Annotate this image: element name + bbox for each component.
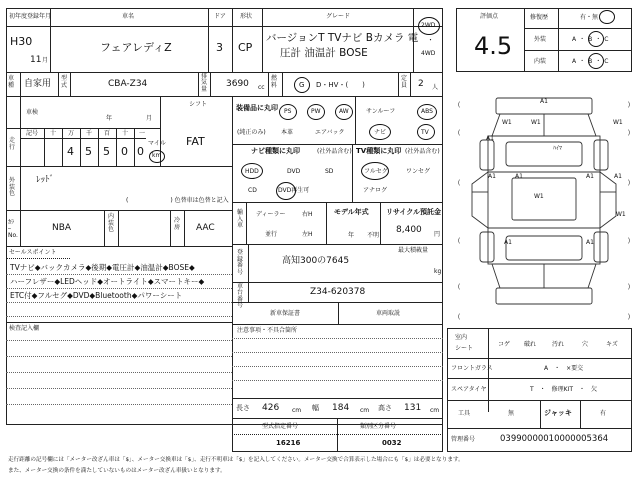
navi-cd: CD (248, 187, 257, 194)
notes-label: 注意事項・不具合箇所 (237, 327, 298, 334)
svg-text:(: ( (458, 102, 460, 108)
reg-month-unit: 月 (42, 57, 49, 64)
damage-a1-side-right: A1 (614, 173, 622, 180)
ac-label: 冷房 (174, 217, 181, 231)
mileage-label: 走行 (9, 137, 16, 151)
mile-label: マイル (148, 140, 166, 147)
model-label: 型式 (61, 75, 68, 89)
tv-type-sub: (社外品含む) (405, 148, 440, 155)
width-value: 184 (332, 403, 350, 413)
equip-sublabel: (純正のみ) (237, 129, 266, 136)
footer-line-2: また、メーター交換の条件を満たしていないものはメーター改ざん車扱いとなります。 (8, 468, 226, 474)
warranty-label: 新車保証書 (270, 310, 301, 317)
load-label: 最大積載量 (398, 247, 429, 254)
reg-month: 11 (30, 55, 42, 65)
svg-text:(: ( (458, 238, 460, 244)
grade-line-2: 圧計 油温計 BOSE (280, 47, 368, 59)
recycle-label: リサイクル預託金 (386, 208, 442, 216)
mileage-unit-2: 千 (86, 130, 93, 137)
equip-label: 装備品に丸印 (236, 104, 278, 112)
inspect-label: 車検 (26, 109, 39, 116)
svg-text:): ) (628, 180, 630, 186)
mileage-unit-3: 百 (104, 130, 111, 137)
mileage-digit-3: 5 (103, 145, 110, 158)
recycle-value: 8,400 (396, 225, 422, 235)
interior-grade-label: 内装 (534, 58, 547, 65)
mileage-unit-1: 万 (68, 130, 75, 137)
seat-item-3: 穴 (582, 341, 589, 348)
equip-navi: ナビ (374, 129, 387, 136)
import-right: 右H (302, 211, 313, 218)
interior-b-circle (588, 53, 604, 69)
seat-label-2: シート (455, 345, 474, 352)
plate-value: 高知300の7645 (282, 256, 350, 266)
damage-a1-side-left: A1 (488, 173, 496, 180)
navi-dvd: DVD (287, 168, 301, 175)
type-label: 形状 (240, 13, 253, 20)
damage-w1-left: W1 (502, 119, 512, 126)
main-frame (6, 8, 443, 425)
capacity-unit: 人 (432, 84, 439, 91)
damage-w1-rear: W1 (616, 211, 626, 218)
mileage-side-label: 記号 (26, 130, 39, 137)
length-unit: cm (292, 407, 302, 414)
navi-dvd-play: DVD再生可 (278, 187, 310, 194)
mileage-digit-1: 4 (67, 145, 74, 158)
score-value: 4.5 (474, 32, 513, 60)
glass-label: フロントガラス (451, 365, 493, 372)
seat-label-1: 室内 (455, 334, 468, 341)
mgmt-label: 管理番号 (451, 436, 476, 443)
glass-value: A ・ ×要交 (544, 365, 584, 372)
damage-a1-door-left: A1 (515, 173, 523, 180)
length-label: 長さ (236, 404, 250, 412)
door-label: ドア (214, 13, 226, 20)
type-no-value: 16216 (276, 439, 301, 447)
navi-hdd: HDD (245, 168, 259, 175)
drive-2wd: 2WD (421, 22, 436, 29)
tools-value: 無 (508, 410, 515, 417)
navi-sub: (社外品含む) (317, 148, 352, 155)
equip-aw: AW (339, 108, 349, 115)
points-line-3: ETC付◆フルセグ◆DVD◆Bluetooth◆パワーシート (10, 291, 183, 300)
exterior-label: 外装色 (9, 177, 16, 198)
wear-options: 有・無 (580, 14, 599, 21)
svg-text:(: ( (458, 180, 460, 186)
plate-label: 登録番号 (237, 249, 244, 276)
equip-leather: 本革 (281, 129, 294, 136)
class-no-label: 類別区分番号 (360, 423, 397, 430)
import-left: 左H (302, 231, 313, 238)
svg-text:(: ( (458, 284, 460, 290)
svg-text:): ) (628, 284, 630, 290)
damage-a1-front: A1 (540, 98, 548, 105)
reg-year-label: 初年度登録年月 (9, 13, 52, 20)
length-value: 426 (262, 403, 280, 413)
fuel-label: 燃料 (271, 75, 278, 89)
damage-w1-right: W1 (613, 119, 623, 126)
navi-label: ナビ種類に丸印 (251, 147, 300, 155)
tv-analog: アナログ (363, 187, 388, 194)
svg-text:(: ( (458, 314, 460, 320)
cc-label: 排気量 (201, 73, 208, 93)
mileage-unit-5: 一 (139, 130, 146, 137)
seat-item-2: 汚れ (552, 341, 565, 348)
exterior-grade: A・B・C (572, 36, 612, 43)
cc-unit: cc (258, 84, 265, 91)
exterior-note: ( ) 色替車は色替と記入 (126, 197, 229, 204)
use-label: 車種 (8, 75, 15, 89)
wear-none-circle (599, 10, 615, 24)
model-year-unit: 年 (348, 232, 355, 239)
mileage-unit-0: 十 (50, 130, 57, 137)
use-value: 自家用 (24, 79, 52, 89)
jack-value: 有 (600, 410, 607, 417)
width-label: 幅 (312, 404, 319, 412)
model-year-unknown: 不明 (367, 232, 380, 239)
exterior-grade-label: 外装 (534, 36, 547, 43)
tv-oneseg: ワンセグ (406, 168, 431, 175)
svg-text:): ) (628, 238, 630, 244)
mileage-digit-2: 5 (85, 145, 92, 158)
exterior-b-circle (588, 31, 604, 47)
svg-text:): ) (628, 314, 630, 320)
seat-item-0: コゲ (498, 341, 511, 348)
equip-airbag: エアバック (315, 129, 345, 136)
fuel-g: G (299, 81, 305, 89)
body-type: CP (238, 41, 253, 54)
type-no-label: 型式指定番号 (262, 423, 299, 430)
svg-text:): ) (628, 130, 630, 136)
inspector-label: 検査記入欄 (9, 325, 40, 332)
reg-year: H30 (10, 35, 33, 48)
damage-w1-roof: W1 (534, 193, 544, 200)
footer-line-1: 走行距離の記号欄には「メーター改ざん車は「$」、メーター交換車は「$」、走行不明車は「$」を記入してください。メーター交換で合算表示した場合にも「$」は必要となります。 (8, 457, 464, 463)
height-value: 131 (404, 403, 422, 413)
drive-dot: ・ (427, 36, 434, 44)
interior-grade: A・B・C (572, 58, 612, 65)
import-dealer: ディーラー (256, 211, 286, 218)
equip-sunroof: サンルーフ (366, 108, 396, 115)
damage-a1-fender: A1 (486, 135, 494, 142)
svg-text:): ) (628, 102, 630, 108)
wear-label: 修復歴 (530, 14, 549, 21)
navi-sd: SD (325, 168, 334, 175)
capacity-value: 2 (418, 79, 424, 89)
recycle-unit: 円 (434, 231, 441, 238)
height-label: 高さ (378, 404, 392, 412)
damage-a1-rear-left: A1 (504, 239, 512, 246)
seat-item-4: キズ (606, 341, 618, 348)
inspect-month: 月 (146, 115, 153, 122)
shift-label: シフト (189, 101, 208, 108)
car-diagram (452, 92, 636, 324)
equip-ps: PS (284, 108, 292, 115)
mileage-unit-4: 十 (122, 130, 129, 137)
car-name: フェアレディZ (100, 41, 172, 54)
damage-haima: ﾊｲﾏ (553, 145, 563, 152)
cc-value: 3690 (226, 79, 249, 89)
tv-fullseg: フルセグ (364, 168, 388, 175)
mileage-digit-4: 0 (121, 145, 128, 158)
chassis-value: Z34-620378 (310, 287, 366, 297)
fuel-options: D・HV・( ) (316, 81, 365, 89)
interior-color-label: 内装色 (108, 213, 115, 234)
load-unit: kg (434, 268, 442, 275)
score-label: 評価点 (480, 13, 499, 20)
equip-abs: ABS (421, 108, 433, 115)
class-no-value: 0032 (382, 439, 402, 447)
exterior-color: ﾚｯﾄﾞ (36, 175, 55, 185)
import-parallel: 並行 (265, 231, 278, 238)
spare-value: T ・ 修理KIT ・ 欠 (530, 386, 598, 393)
equip-pw: PW (311, 108, 321, 115)
mileage-digit-5: 0 (137, 145, 144, 158)
tools-label: 工具 (458, 410, 471, 417)
svg-text:(: ( (458, 130, 460, 136)
tv-type-label: TV種類に丸印 (356, 147, 402, 155)
damage-w1-hood: W1 (531, 119, 541, 126)
drive-4wd: 4WD (421, 50, 436, 57)
model-year-label: モデル年式 (334, 208, 369, 216)
import-label: 輸入車 (237, 209, 244, 230)
mgmt-value: 03990000010000005364 (500, 434, 609, 444)
equip-tv: TV (421, 129, 429, 136)
door-count: 3 (216, 41, 223, 54)
grade-line-1: バージョンT TVナビ Bカメラ 電 (266, 32, 419, 44)
points-line-2: ハーフレザー◆LEDヘッド◆オートライト◆スマートキー◆ (10, 277, 205, 286)
spare-label: スペアタイヤ (451, 386, 487, 393)
points-line-1: TVナビ◆バックカメラ◆後期◆電圧計◆油温計◆BOSE◆ (10, 263, 195, 272)
color-no: NBA (52, 223, 72, 233)
ac-value: AAC (196, 223, 215, 233)
damage-a1-rear-right: A1 (586, 239, 594, 246)
points-label: セールスポイント (9, 249, 57, 256)
damage-a1-door-right: A1 (586, 173, 594, 180)
jack-label: ジャッキ (544, 409, 572, 417)
capacity-label: 定員 (401, 75, 408, 89)
model-value: CBA-Z34 (108, 79, 148, 89)
chassis-label: 車台番号 (237, 283, 244, 309)
grade-label: グレード (326, 13, 351, 20)
manual-label: 車両取説 (376, 310, 401, 317)
name-label: 車名 (122, 13, 135, 20)
color-no-label: ｶﾗｰNo. (8, 219, 18, 240)
km-label: km (152, 152, 162, 159)
inspect-year: 年 (106, 115, 113, 122)
height-unit: cm (430, 407, 440, 414)
seat-item-1: 破れ (524, 341, 537, 348)
shift-value: FAT (186, 135, 205, 148)
width-unit: cm (360, 407, 370, 414)
